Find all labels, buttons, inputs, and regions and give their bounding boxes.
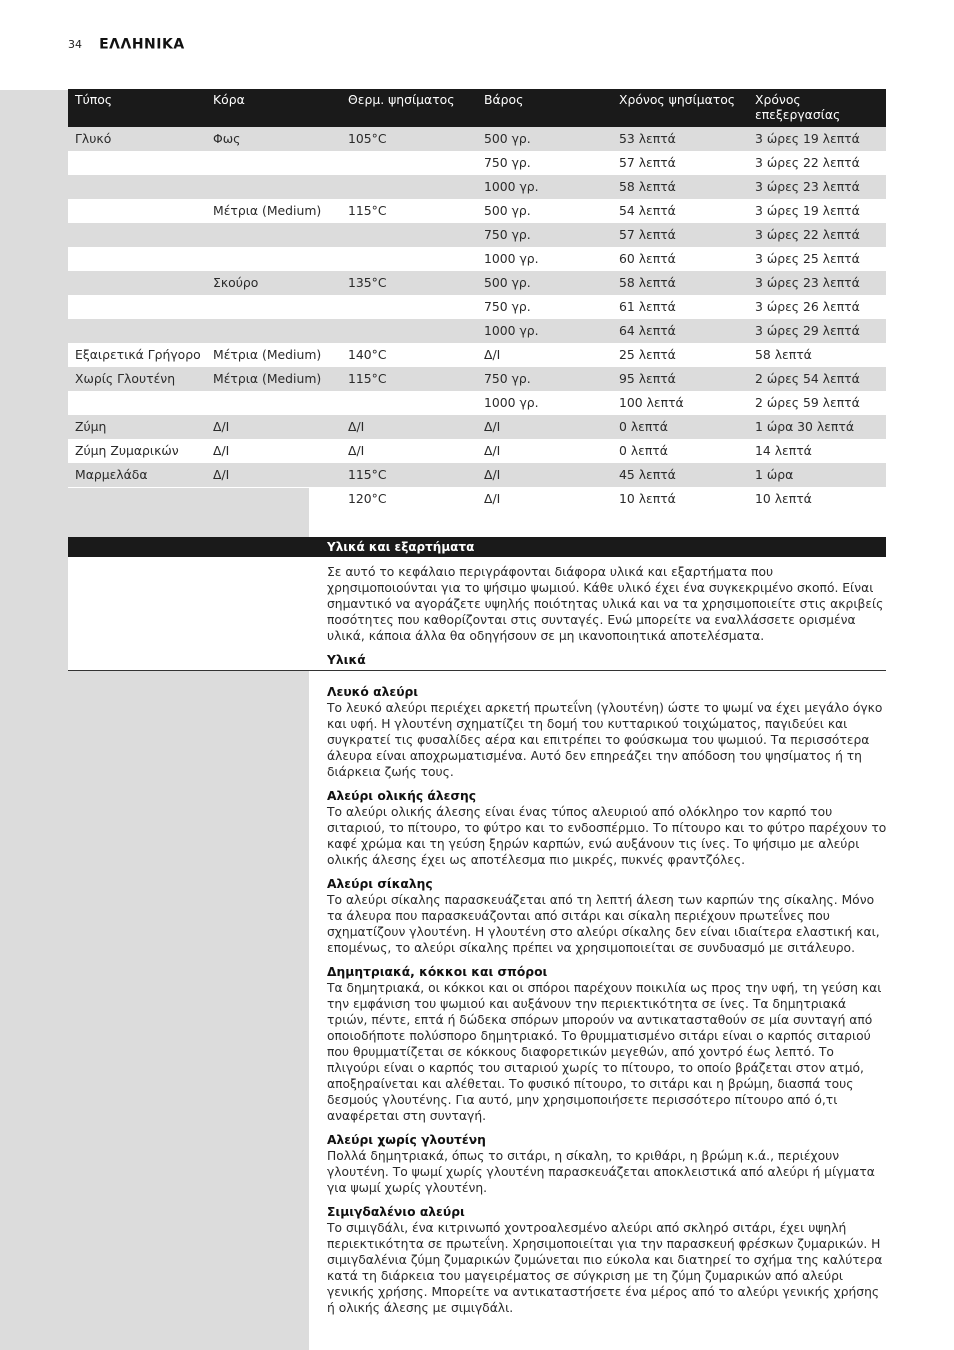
cell-baking-time: 25 λεπτά bbox=[612, 343, 748, 367]
table-row bbox=[68, 271, 886, 295]
cell-processing-time: 2 ώρες 59 λεπτά bbox=[748, 391, 886, 415]
cell-weight: Δ/Ι bbox=[477, 463, 612, 487]
cell-temperature: 115°C bbox=[341, 199, 477, 223]
cell-type: Εξαιρετικά Γρήγορο bbox=[68, 343, 206, 367]
ingredient-title: Αλεύρι χωρίς γλουτένη bbox=[327, 1133, 486, 1147]
cell-weight: Δ/Ι bbox=[477, 487, 612, 511]
cell-weight: 750 γρ. bbox=[477, 151, 612, 175]
intro-paragraph: Σε αυτό το κεφάλαιο περιγράφονται διάφορα υλικά και εξαρτήματα που χρησιμοποιούνται για το ψήσιμο ψωμιού. Κάθε υλικό έχει ένα συγκεκριμένο σκοπό. Είναι σημαντικό να αγοράζετε υψηλής ποιότητας υλικά και να τα χρησιμοποιείτε στις ακριβείς ποσότητες που καθορίζονται στις συνταγές. Ενώ μπορείτε να εναλλάσσετε ορισμένα υλικά, κάποια άλλα θα οδηγήσουν σε μη ικανοποιητικά αποτελέσματα. bbox=[327, 565, 884, 643]
cell-crust bbox=[206, 295, 341, 319]
table-row bbox=[68, 199, 886, 223]
cell-crust: Μέτρια (Medium) bbox=[206, 343, 341, 367]
cell-baking-time: 100 λεπτά bbox=[612, 391, 748, 415]
cell-weight: 1000 γρ. bbox=[477, 319, 612, 343]
table-row bbox=[68, 295, 886, 319]
col-header-processing-time: Χρόνος επεξεργασίας bbox=[748, 89, 886, 127]
table-tail-shade bbox=[68, 488, 309, 512]
cell-type bbox=[68, 295, 206, 319]
ingredient-text: Πολλά δημητριακά, όπως το σιτάρι, η σίκαλη, το κριθάρι, η βρώμη κ.ά., περιέχουν γλουτένη. Το ψωμί χωρίς γλουτένη παρασκευάζεται αποκλειστικά από αλεύρι ή μίγματα για ψωμί χωρίς γλουτένη. bbox=[327, 1149, 875, 1195]
ingredient-list bbox=[327, 684, 887, 1324]
ingredient-text: Το αλεύρι σίκαλης παρασκευάζεται από τη λεπτή άλεση των καρπών της σίκαλης. Μόνο τα άλευρα που παρασκευάζονται από σιτάρι και σίκαλη περιέχουν πρωτεΐνες που σχηματίζουν γλουτένη. Η γλουτένη στο αλεύρι σίκαλης δεν είναι ιδιαίτερα ελαστική και, επομένως, το αλεύρι σίκαλης πρέπει να χρησιμοποιείται σε συνδυασμό με σιτάλευρο. bbox=[327, 893, 880, 955]
ingredient-title: Αλεύρι ολικής άλεσης bbox=[327, 789, 477, 803]
cell-crust bbox=[206, 247, 341, 271]
ingredient-entry bbox=[327, 876, 887, 956]
cell-weight: Δ/Ι bbox=[477, 343, 612, 367]
cell-temperature bbox=[341, 319, 477, 343]
cell-baking-time: 64 λεπτά bbox=[612, 319, 748, 343]
ingredient-entry bbox=[327, 788, 887, 868]
table-row bbox=[68, 439, 886, 463]
ingredient-title: Σιμιγδαλένιο αλεύρι bbox=[327, 1205, 465, 1219]
cell-crust bbox=[206, 319, 341, 343]
cell-weight: 750 γρ. bbox=[477, 295, 612, 319]
program-table bbox=[68, 89, 886, 511]
ingredient-title: Αλεύρι σίκαλης bbox=[327, 877, 433, 891]
ingredient-text: Το σιμιγδάλι, ένα κιτρινωπό χοντροαλεσμένο αλεύρι από σκληρό σιτάρι, έχει υψηλή περιεκτικότητα σε πρωτεΐνη. Χρησιμοποιείται για την παρασκευή φρέσκων ζυμαρικών. Η σιμιγδαλένια ζύμη ζυμαρικών ζυμώνεται πιο εύκολα και διατηρεί το σχήμα της καλύτερα κατά τη διάρκεια του μαγειρέματος σε σύγκριση με τη ζύμη ζυμαρικών από αλεύρι γενικής χρήσης. Μπορείτε να αντικαταστήσετε ένα μέρος από το αλεύρι γενικής χρήσης ή ολικής άλεσης με σιμιγδάλι. bbox=[327, 1221, 883, 1315]
table-row bbox=[68, 391, 886, 415]
cell-type: Χωρίς Γλουτένη bbox=[68, 367, 206, 391]
table-row bbox=[68, 247, 886, 271]
cell-baking-time: 0 λεπτά bbox=[612, 415, 748, 439]
cell-weight: 500 γρ. bbox=[477, 271, 612, 295]
cell-temperature: 115°C bbox=[341, 463, 477, 487]
cell-baking-time: 54 λεπτά bbox=[612, 199, 748, 223]
cell-processing-time: 3 ώρες 19 λεπτά bbox=[748, 127, 886, 151]
cell-baking-time: 10 λεπτά bbox=[612, 487, 748, 511]
cell-weight: 500 γρ. bbox=[477, 127, 612, 151]
ingredient-text: Το λευκό αλεύρι περιέχει αρκετή πρωτεΐνη (γλουτένη) ώστε το ψωμί να έχει μεγάλο όγκο και υφή. Η γλουτένη σχηματίζει τη δομή του κυτταρικού τοιχώματος, παγιδεύει και συγκρατεί τις φυσαλίδες αέρα και επιτρέπει το φούσκωμα του ψωμιού. Τα περισσότερα άλευρα είναι αποχρωματισμένα. Αυτό δεν επηρεάζει την απόδοση του ψησίματος ή τη διάρκεια ζωής τους. bbox=[327, 701, 883, 779]
cell-processing-time: 3 ώρες 19 λεπτά bbox=[748, 199, 886, 223]
table-row bbox=[68, 319, 886, 343]
cell-temperature: 140°C bbox=[341, 343, 477, 367]
cell-processing-time: 3 ώρες 25 λεπτά bbox=[748, 247, 886, 271]
cell-temperature bbox=[341, 247, 477, 271]
cell-type bbox=[68, 199, 206, 223]
page-header bbox=[68, 34, 185, 53]
ingredient-entry bbox=[327, 964, 887, 1124]
cell-baking-time: 0 λεπτά bbox=[612, 439, 748, 463]
ingredient-title: Λευκό αλεύρι bbox=[327, 685, 419, 699]
cell-crust bbox=[206, 175, 341, 199]
cell-type bbox=[68, 391, 206, 415]
cell-baking-time: 61 λεπτά bbox=[612, 295, 748, 319]
cell-temperature: Δ/Ι bbox=[341, 439, 477, 463]
cell-temperature bbox=[341, 151, 477, 175]
cell-processing-time: 3 ώρες 29 λεπτά bbox=[748, 319, 886, 343]
table-row bbox=[68, 343, 886, 367]
materials-subtitle: Υλικά bbox=[327, 653, 366, 667]
cell-processing-time: 1 ώρα 30 λεπτά bbox=[748, 415, 886, 439]
cell-crust: Μέτρια (Medium) bbox=[206, 199, 341, 223]
cell-processing-time: 3 ώρες 22 λεπτά bbox=[748, 151, 886, 175]
cell-baking-time: 60 λεπτά bbox=[612, 247, 748, 271]
section-intro bbox=[327, 564, 887, 644]
cell-temperature: 120°C bbox=[341, 487, 477, 511]
cell-processing-time: 14 λεπτά bbox=[748, 439, 886, 463]
cell-type bbox=[68, 175, 206, 199]
ingredient-entry bbox=[327, 1204, 887, 1316]
table-row bbox=[68, 223, 886, 247]
table-row bbox=[68, 415, 886, 439]
cell-crust bbox=[206, 151, 341, 175]
ingredient-entry bbox=[327, 684, 887, 780]
cell-type: Μαρμελάδα bbox=[68, 463, 206, 487]
cell-temperature: 135°C bbox=[341, 271, 477, 295]
cell-baking-time: 95 λεπτά bbox=[612, 367, 748, 391]
cell-temperature: Δ/Ι bbox=[341, 415, 477, 439]
cell-type bbox=[68, 223, 206, 247]
page-language-heading: ΕΛΛΗΝΙΚΑ bbox=[99, 36, 185, 53]
cell-weight: 1000 γρ. bbox=[477, 175, 612, 199]
cell-temperature bbox=[341, 223, 477, 247]
cell-type bbox=[68, 151, 206, 175]
cell-type bbox=[68, 319, 206, 343]
cell-crust: Φως bbox=[206, 127, 341, 151]
cell-crust: Μέτρια (Medium) bbox=[206, 367, 341, 391]
cell-crust: Δ/Ι bbox=[206, 415, 341, 439]
table-row bbox=[68, 127, 886, 151]
left-white-block bbox=[68, 557, 309, 670]
cell-baking-time: 58 λεπτά bbox=[612, 271, 748, 295]
cell-processing-time: 3 ώρες 22 λεπτά bbox=[748, 223, 886, 247]
cell-processing-time: 3 ώρες 23 λεπτά bbox=[748, 175, 886, 199]
cell-temperature bbox=[341, 175, 477, 199]
cell-temperature bbox=[341, 391, 477, 415]
cell-type: Ζύμη Ζυμαρικών bbox=[68, 439, 206, 463]
cell-processing-time: 3 ώρες 23 λεπτά bbox=[748, 271, 886, 295]
col-header-baking-time: Χρόνος ψησίματος bbox=[612, 89, 748, 127]
ingredient-title: Δημητριακά, κόκκοι και σπόροι bbox=[327, 965, 548, 979]
cell-processing-time: 3 ώρες 26 λεπτά bbox=[748, 295, 886, 319]
cell-weight: 750 γρ. bbox=[477, 367, 612, 391]
col-header-crust: Κόρα bbox=[206, 89, 341, 127]
table-header-row bbox=[68, 89, 886, 127]
cell-temperature: 115°C bbox=[341, 367, 477, 391]
table-row bbox=[68, 367, 886, 391]
col-header-temperature: Θερμ. ψησίματος bbox=[341, 89, 477, 127]
cell-processing-time: 10 λεπτά bbox=[748, 487, 886, 511]
materials-subtitle-block bbox=[327, 652, 887, 668]
cell-weight: Δ/Ι bbox=[477, 415, 612, 439]
cell-baking-time: 58 λεπτά bbox=[612, 175, 748, 199]
cell-weight: 1000 γρ. bbox=[477, 247, 612, 271]
table-row bbox=[68, 463, 886, 487]
cell-processing-time: 58 λεπτά bbox=[748, 343, 886, 367]
cell-weight: 750 γρ. bbox=[477, 223, 612, 247]
col-header-type: Τύπος bbox=[68, 89, 206, 127]
cell-baking-time: 45 λεπτά bbox=[612, 463, 748, 487]
cell-type: Γλυκό bbox=[68, 127, 206, 151]
page-number: 34 bbox=[68, 38, 82, 51]
section-header-bar bbox=[68, 537, 886, 557]
cell-crust bbox=[206, 391, 341, 415]
cell-crust: Δ/Ι bbox=[206, 463, 341, 487]
cell-weight: 500 γρ. bbox=[477, 199, 612, 223]
cell-type bbox=[68, 271, 206, 295]
cell-temperature: 105°C bbox=[341, 127, 477, 151]
cell-type bbox=[68, 247, 206, 271]
cell-weight: Δ/Ι bbox=[477, 439, 612, 463]
section-title: Υλικά και εξαρτήματα bbox=[327, 540, 475, 554]
col-header-weight: Βάρος bbox=[477, 89, 612, 127]
cell-baking-time: 53 λεπτά bbox=[612, 127, 748, 151]
table-row bbox=[68, 175, 886, 199]
ingredient-text: Το αλεύρι ολικής άλεσης είναι ένας τύπος αλευριού από ολόκληρο τον καρπό του σιταριού, το πίτουρο, το φύτρο και το ενδοσπέρμιο. Το πίτουρο και το φύτρο παρέχουν το καφέ χρώμα και τη γεύση ξηρών καρπών, ενώ αυξάνουν τις ίνες. Το ψήσιμο με αλεύρι ολικής άλεσης έχει ως αποτέλεσμα πιο μικρές, πυκνές φραντζόλες. bbox=[327, 805, 887, 867]
cell-temperature bbox=[341, 295, 477, 319]
section-divider bbox=[68, 670, 886, 671]
cell-baking-time: 57 λεπτά bbox=[612, 223, 748, 247]
cell-baking-time: 57 λεπτά bbox=[612, 151, 748, 175]
cell-weight: 1000 γρ. bbox=[477, 391, 612, 415]
cell-processing-time: 1 ώρα bbox=[748, 463, 886, 487]
cell-type: Ζύμη bbox=[68, 415, 206, 439]
table-row bbox=[68, 151, 886, 175]
ingredient-entry bbox=[327, 1132, 887, 1196]
cell-crust: Σκούρο bbox=[206, 271, 341, 295]
cell-processing-time: 2 ώρες 54 λεπτά bbox=[748, 367, 886, 391]
cell-crust: Δ/Ι bbox=[206, 439, 341, 463]
ingredient-text: Τα δημητριακά, οι κόκκοι και οι σπόροι παρέχουν ποικιλία ως προς την υφή, τη γεύση και την εμφάνιση του ψωμιού και αυξάνουν την περιεκτικότητα σε ίνες. Τα δημητριακά τριών, πέντε, επτά ή δώδεκα σπόρων μπορούν να αντικατασταθούν σε μία συνταγή από οποιοδήποτε πολύσπορο δημητριακό. Το θρυμματισμένο σιτάρι είναι ο καρπός σιταριού που θρυμματίζεται σε κόκκους διαφορετικών μεγεθών, από χοντρό έως λεπτό. Το πλιγούρι είναι ο καρπός του σιταριού χωρίς το πίτουρο, το οποίο βράζεται στον ατμό, αποξηραίνεται και αλέθεται. Το φυσικό πίτουρο, το σιτάρι και η βρώμη, διασπά τους δεσμούς γλουτένης. Για αυτό, μην χρησιμοποιήσετε περισσότερο πίτουρο από ό,τι αναφέρεται στη συνταγή. bbox=[327, 981, 882, 1123]
cell-crust bbox=[206, 223, 341, 247]
